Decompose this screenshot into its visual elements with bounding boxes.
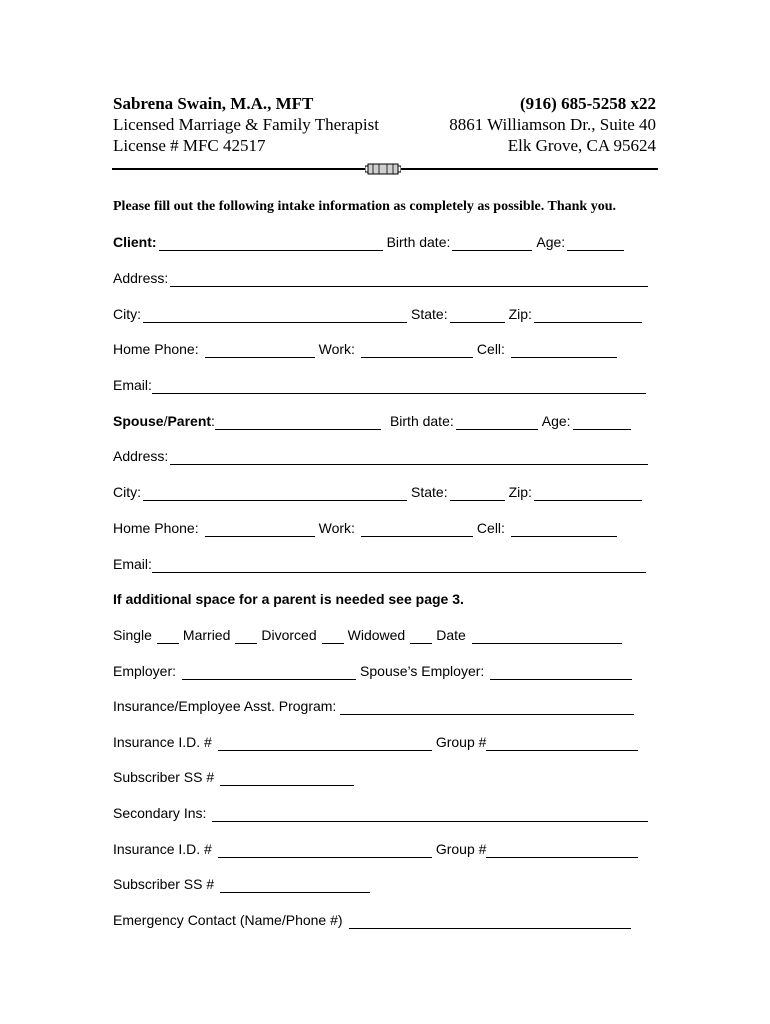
cell-label: Cell: xyxy=(476,341,505,357)
email-label: Email: xyxy=(113,377,152,393)
widowed-field[interactable] xyxy=(410,629,432,644)
widowed-label: Widowed xyxy=(347,627,406,643)
marital-date-field[interactable] xyxy=(472,629,622,644)
spouse-address-label: Address: xyxy=(113,448,169,464)
spouse-slash: / xyxy=(163,413,168,429)
secondary-ins-field[interactable] xyxy=(212,807,648,822)
insurance-id-row xyxy=(113,733,642,751)
secondary-ins-label: Secondary Ins: xyxy=(113,805,207,821)
spouse-label: Spouse xyxy=(113,413,164,429)
client-state-field[interactable] xyxy=(450,308,505,323)
spouse-state-field[interactable] xyxy=(450,486,505,501)
spouse-name-field[interactable] xyxy=(215,415,381,430)
city-state-zip: Elk Grove, CA 95624 xyxy=(507,136,656,155)
insurance-id2-row xyxy=(113,840,642,858)
employer-row xyxy=(113,662,636,680)
spouse-state-label: State: xyxy=(411,484,448,500)
emergency-contact-field[interactable] xyxy=(349,914,631,929)
client-birth-date-field[interactable] xyxy=(452,236,532,251)
divorced-field[interactable] xyxy=(322,629,344,644)
spouse-city-row xyxy=(113,483,646,501)
subscriber-row xyxy=(113,768,358,786)
group-field[interactable] xyxy=(486,736,638,751)
subscriber2-label: Subscriber SS # xyxy=(113,876,215,892)
therapist-title: Licensed Marriage & Family Therapist xyxy=(113,115,379,134)
employer-label: Employer: xyxy=(113,663,177,679)
client-email-field[interactable] xyxy=(152,379,646,394)
additional-space-note xyxy=(113,590,464,608)
group2-label: Group # xyxy=(435,841,487,857)
spouse-work-phone-field[interactable] xyxy=(361,522,473,537)
home-phone-label: Home Phone: xyxy=(113,341,199,357)
spouse-employer-label: Spouse’s Employer: xyxy=(360,663,485,679)
spouse-zip-field[interactable] xyxy=(534,486,642,501)
insurance-id2-label: Insurance I.D. # xyxy=(113,841,212,857)
single-label: Single xyxy=(113,627,152,643)
client-label: Client: xyxy=(113,234,157,250)
divider-ornament-icon xyxy=(365,163,401,175)
client-name-field[interactable] xyxy=(159,236,383,251)
group-label: Group # xyxy=(435,734,487,750)
employer-field[interactable] xyxy=(182,665,356,680)
intro-text: Please fill out the following intake information as completely as possible. Thank you. xyxy=(113,199,616,214)
divorced-label: Divorced xyxy=(261,627,317,643)
client-cell-field[interactable] xyxy=(511,343,617,358)
header-divider xyxy=(112,163,658,175)
secondary-ins-row xyxy=(113,804,652,822)
address-label: Address: xyxy=(113,270,169,286)
client-row xyxy=(113,233,628,251)
spouse-zip-label: Zip: xyxy=(508,484,532,500)
insurance-id2-field[interactable] xyxy=(218,843,432,858)
client-zip-field[interactable] xyxy=(534,308,642,323)
subscriber-field[interactable] xyxy=(220,771,354,786)
therapist-name: Sabrena Swain, M.A., MFT xyxy=(113,94,314,113)
insurance-id-field[interactable] xyxy=(218,736,432,751)
street-address: 8861 Williamson Dr., Suite 40 xyxy=(449,115,656,134)
client-phone-row xyxy=(113,340,621,358)
client-address-row xyxy=(113,269,652,287)
marital-status-row xyxy=(113,626,626,644)
spouse-email-row xyxy=(113,555,650,573)
spouse-work-label: Work: xyxy=(318,520,355,536)
client-age-field[interactable] xyxy=(567,236,624,251)
emergency-contact-label: Emergency Contact (Name/Phone #) xyxy=(113,912,343,928)
spouse-birth-date-label: Birth date: xyxy=(389,413,454,429)
phone-number: (916) 685-5258 x22 xyxy=(520,94,656,113)
spouse-email-label: Email: xyxy=(113,556,152,572)
spouse-employer-field[interactable] xyxy=(490,665,632,680)
spouse-city-label: City: xyxy=(113,484,141,500)
spouse-phone-row xyxy=(113,519,621,537)
state-label: State: xyxy=(411,306,448,322)
spouse-age-label: Age: xyxy=(541,413,571,429)
license-number: License # MFC 42517 xyxy=(113,136,266,155)
married-label: Married xyxy=(182,627,231,643)
spouse-home-phone-label: Home Phone: xyxy=(113,520,199,536)
work-label: Work: xyxy=(318,341,355,357)
single-field[interactable] xyxy=(157,629,179,644)
subscriber2-field[interactable] xyxy=(220,878,370,893)
birth-date-label: Birth date: xyxy=(386,234,451,250)
spouse-row xyxy=(113,412,635,430)
client-work-phone-field[interactable] xyxy=(361,343,473,358)
client-address-field[interactable] xyxy=(170,272,648,287)
spouse-email-field[interactable] xyxy=(152,558,646,573)
spouse-cell-field[interactable] xyxy=(511,522,617,537)
client-city-field[interactable] xyxy=(143,308,407,323)
zip-label: Zip: xyxy=(508,306,532,322)
group2-field[interactable] xyxy=(486,843,638,858)
client-home-phone-field[interactable] xyxy=(205,343,315,358)
subscriber2-row xyxy=(113,875,374,893)
city-label: City: xyxy=(113,306,141,322)
insurance-id-label: Insurance I.D. # xyxy=(113,734,212,750)
spouse-colon: : xyxy=(211,413,215,429)
insurance-program-label: Insurance/Employee Asst. Program: xyxy=(113,698,337,714)
spouse-home-phone-field[interactable] xyxy=(205,522,315,537)
married-field[interactable] xyxy=(235,629,257,644)
spouse-city-field[interactable] xyxy=(143,486,407,501)
spouse-address-field[interactable] xyxy=(170,450,648,465)
emergency-contact-row xyxy=(113,911,635,929)
subscriber-label: Subscriber SS # xyxy=(113,769,215,785)
note-text: If additional space for a parent is needed see page 3. xyxy=(113,591,464,607)
age-label: Age: xyxy=(536,234,566,250)
insurance-program-row xyxy=(113,697,638,715)
parent-label: Parent xyxy=(167,413,212,429)
insurance-program-field[interactable] xyxy=(340,700,634,715)
client-city-row xyxy=(113,305,646,323)
date-label: Date xyxy=(436,627,466,643)
spouse-age-field[interactable] xyxy=(573,415,631,430)
spouse-cell-label: Cell: xyxy=(476,520,505,536)
spouse-birth-date-field[interactable] xyxy=(456,415,538,430)
client-email-row xyxy=(113,376,650,394)
spouse-address-row xyxy=(113,447,652,465)
